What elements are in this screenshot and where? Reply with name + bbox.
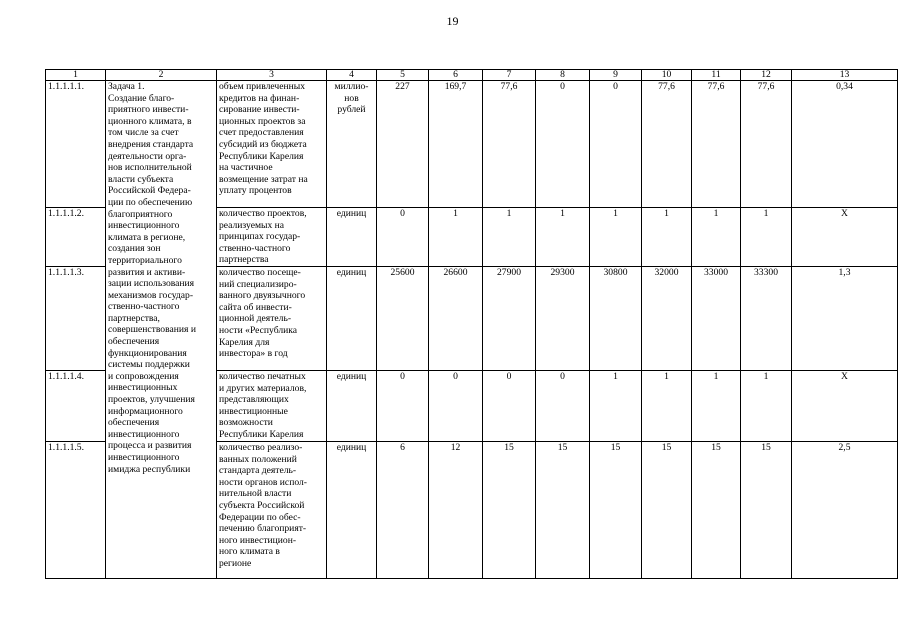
value-cell: 0 bbox=[536, 81, 590, 208]
table-row bbox=[46, 81, 898, 208]
value-cell: 0 bbox=[590, 81, 642, 208]
page-number: 19 bbox=[446, 14, 459, 28]
value-cell: 0,34 bbox=[792, 81, 898, 208]
unit-text: миллио- нов рублей bbox=[334, 81, 369, 116]
header-cell: 7 bbox=[483, 70, 536, 81]
value-cell: 33000 bbox=[692, 267, 741, 371]
header-cell: 5 bbox=[377, 70, 429, 81]
header-cell: 6 bbox=[429, 70, 483, 81]
unit bbox=[327, 81, 377, 208]
value-cell: 25600 bbox=[377, 267, 429, 371]
indicator-text: количество посеще- ний специализиро- ванного двуязычного сайта об инвести- ционной деятель- ности «Республика Карелия для инвестора» в год bbox=[219, 267, 306, 360]
value-cell: 15 bbox=[741, 442, 792, 579]
header-cell: 2 bbox=[106, 70, 217, 81]
unit bbox=[327, 371, 377, 442]
value-cell: 6 bbox=[377, 442, 429, 579]
value-cell: 0 bbox=[377, 371, 429, 442]
indicator-name bbox=[217, 371, 327, 442]
value-cell: 2,5 bbox=[792, 442, 898, 579]
value-cell: X bbox=[792, 208, 898, 267]
value-cell: 1 bbox=[692, 371, 741, 442]
unit-text: единиц bbox=[336, 442, 367, 453]
value-cell: 1,3 bbox=[792, 267, 898, 371]
indicator-text: количество печатных и других материалов, представляющих инвестиционные возможности Республики Карелия bbox=[219, 371, 307, 440]
header-cell: 8 bbox=[536, 70, 590, 81]
value-cell: 15 bbox=[642, 442, 692, 579]
indicator-name bbox=[217, 267, 327, 371]
indicator-name bbox=[217, 442, 327, 579]
value-cell: 77,6 bbox=[741, 81, 792, 208]
value-cell: 1 bbox=[590, 371, 642, 442]
value-cell: 1 bbox=[642, 208, 692, 267]
value-cell: 1 bbox=[642, 371, 692, 442]
row-code: 1.1.1.1.2. bbox=[46, 208, 106, 267]
unit bbox=[327, 208, 377, 267]
value-cell: 0 bbox=[429, 371, 483, 442]
value-cell: 15 bbox=[536, 442, 590, 579]
unit bbox=[327, 267, 377, 371]
value-cell: 29300 bbox=[536, 267, 590, 371]
row-code: 1.1.1.1.5. bbox=[46, 442, 106, 579]
value-cell: 15 bbox=[483, 442, 536, 579]
row-code: 1.1.1.1.3. bbox=[46, 267, 106, 371]
indicator-name bbox=[217, 208, 327, 267]
value-cell: 77,6 bbox=[642, 81, 692, 208]
unit bbox=[327, 442, 377, 579]
row-code: 1.1.1.1.1. bbox=[46, 81, 106, 208]
header-cell: 4 bbox=[327, 70, 377, 81]
task-description bbox=[106, 81, 217, 579]
indicator-text: объем привлеченных кредитов на финан- сирование инвести- ционных проектов за счет предоставления субсидий из бюджета Республики Карелия на частичное возмещение затрат на уплату процентов bbox=[219, 81, 308, 197]
value-cell: 1 bbox=[483, 208, 536, 267]
value-cell: 33300 bbox=[741, 267, 792, 371]
indicators-table bbox=[45, 69, 898, 579]
value-cell: 1 bbox=[536, 208, 590, 267]
value-cell: 32000 bbox=[642, 267, 692, 371]
value-cell: 1 bbox=[741, 371, 792, 442]
value-cell: 1 bbox=[429, 208, 483, 267]
value-cell: 77,6 bbox=[483, 81, 536, 208]
header-cell: 3 bbox=[217, 70, 327, 81]
unit-text: единиц bbox=[336, 267, 367, 278]
header-cell: 13 bbox=[792, 70, 898, 81]
value-cell: 15 bbox=[590, 442, 642, 579]
header-cell: 10 bbox=[642, 70, 692, 81]
header-row bbox=[46, 70, 898, 81]
task-text: Задача 1. Создание благо- приятного инвести- ционного климата, в том числе за счет внедрения стандарта деятельности орга- нов исполнительной власти субъекта Российской Федера- ции по обеспечению благоприятного инвестиционного климата в регионе, создания зон территориального развития и активи- зации использования механизмов государ- ственно-частного партнерства, совершенствования и обеспечения функционирования системы поддержки и сопровождения инвестиционных проектов, улучшения информационного обеспечения инвестиционного процесса и развития инвестиционного имиджа республики bbox=[108, 81, 196, 475]
value-cell: 26600 bbox=[429, 267, 483, 371]
value-cell: 227 bbox=[377, 81, 429, 208]
value-cell: 77,6 bbox=[692, 81, 741, 208]
value-cell: X bbox=[792, 371, 898, 442]
row-code: 1.1.1.1.4. bbox=[46, 371, 106, 442]
value-cell: 1 bbox=[741, 208, 792, 267]
value-cell: 0 bbox=[483, 371, 536, 442]
indicator-name bbox=[217, 81, 327, 208]
value-cell: 169,7 bbox=[429, 81, 483, 208]
indicator-text: количество реализо- ванных положений стандарта деятель- ности органов испол- нительной власти субъекта Российской Федерации по обес- печению благоприят- ного инвестицион- ного климата в регионе bbox=[219, 442, 307, 569]
indicator-text: количество проектов, реализуемых на принципах государ- ственно-частного партнерства bbox=[219, 208, 307, 266]
value-cell: 27900 bbox=[483, 267, 536, 371]
value-cell: 1 bbox=[590, 208, 642, 267]
header-cell: 12 bbox=[741, 70, 792, 81]
unit-text: единиц bbox=[336, 371, 367, 382]
value-cell: 1 bbox=[692, 208, 741, 267]
header-cell: 11 bbox=[692, 70, 741, 81]
value-cell: 12 bbox=[429, 442, 483, 579]
value-cell: 30800 bbox=[590, 267, 642, 371]
value-cell: 0 bbox=[377, 208, 429, 267]
unit-text: единиц bbox=[336, 208, 367, 219]
header-cell: 9 bbox=[590, 70, 642, 81]
value-cell: 0 bbox=[536, 371, 590, 442]
value-cell: 15 bbox=[692, 442, 741, 579]
header-cell: 1 bbox=[46, 70, 106, 81]
